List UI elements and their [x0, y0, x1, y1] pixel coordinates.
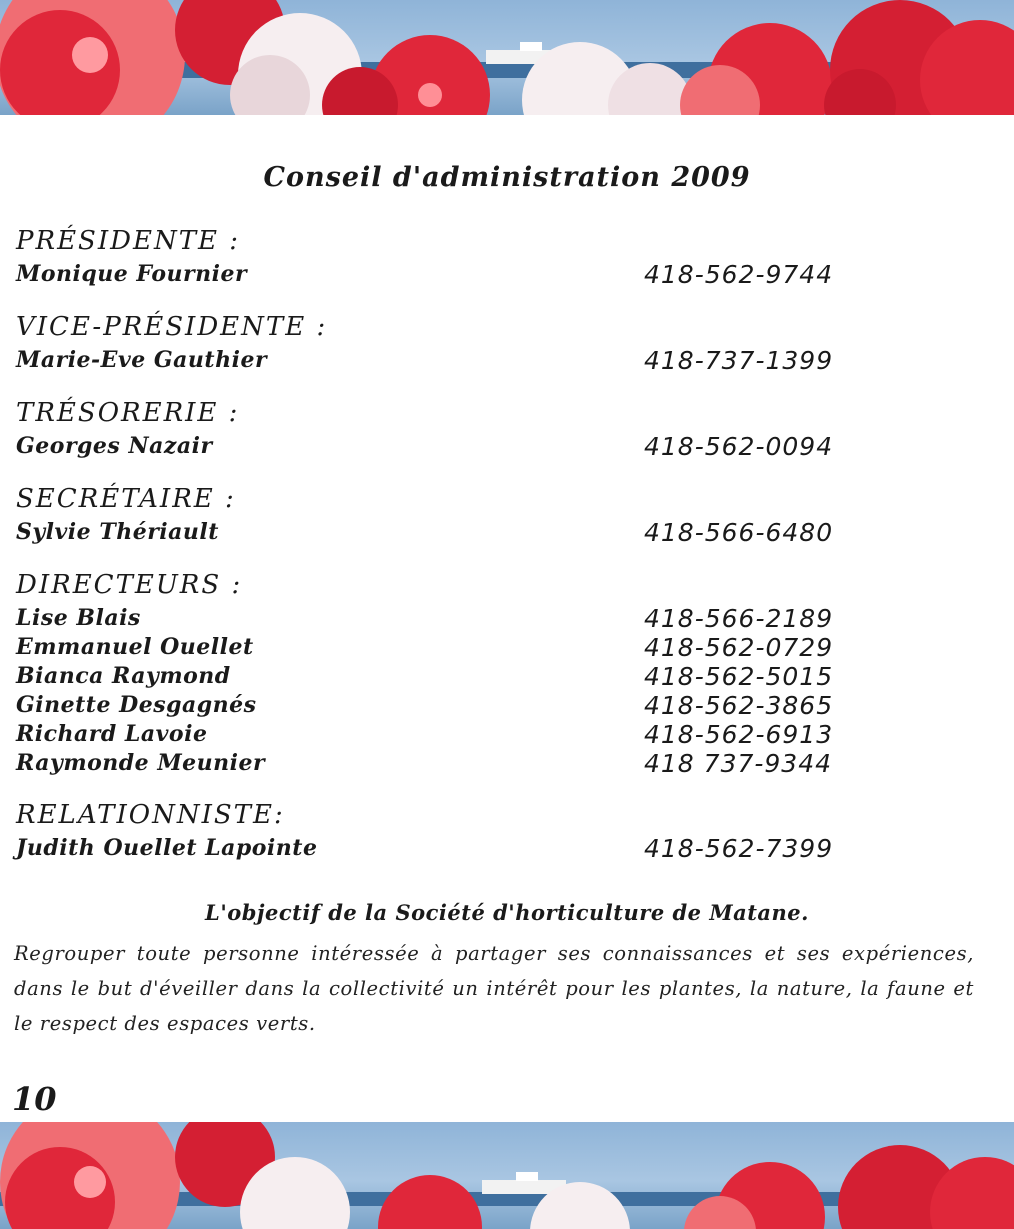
member-name: Emmanuel Ouellet	[16, 634, 254, 660]
member-row	[16, 432, 836, 461]
member-row	[16, 662, 836, 691]
member-phone: 418-566-6480	[644, 518, 834, 547]
member-name: Sylvie Thériault	[16, 519, 219, 545]
member-row	[16, 346, 836, 375]
member-phone: 418-562-7399	[644, 834, 834, 863]
member-name: Monique Fournier	[16, 261, 248, 287]
member-phone: 418-562-0094	[644, 432, 834, 461]
member-row	[16, 691, 836, 720]
member-row	[16, 834, 836, 863]
role-section-vice-presidente	[16, 312, 836, 375]
member-phone: 418-562-5015	[644, 662, 834, 691]
member-phone: 418-562-3865	[644, 691, 834, 720]
member-name: Georges Nazair	[16, 433, 213, 459]
member-name: Raymonde Meunier	[16, 750, 266, 776]
peony-banner-image	[0, 1122, 1014, 1229]
role-label: RELATIONNISTE:	[16, 800, 285, 830]
member-row	[16, 633, 836, 662]
member-phone: 418-562-0729	[644, 633, 834, 662]
role-label: SECRÉTAIRE :	[16, 484, 236, 514]
role-label: VICE-PRÉSIDENTE :	[16, 312, 328, 342]
member-phone: 418 737-9344	[644, 749, 833, 778]
bottom-flower-banner	[0, 1122, 1014, 1229]
member-name: Judith Ouellet Lapointe	[16, 835, 318, 861]
role-section-secretaire	[16, 484, 836, 547]
member-name: Lise Blais	[16, 605, 141, 631]
member-row	[16, 604, 836, 633]
member-row	[16, 720, 836, 749]
member-name: Richard Lavoie	[16, 721, 208, 747]
member-name: Marie-Eve Gauthier	[16, 347, 268, 373]
member-phone: 418-737-1399	[644, 346, 834, 375]
objective-text: Regrouper toute personne intéressée à partager ses connaissances et ses expériences, dans le but d'éveiller dans la collectivité un intérêt pour les plantes, la nature, la faune et le respect des espaces verts.	[14, 942, 974, 1035]
role-section-directeurs	[16, 570, 836, 778]
page-number: 10	[12, 1080, 57, 1118]
top-flower-banner	[0, 0, 1014, 115]
role-section-relationniste	[16, 800, 836, 863]
role-section-tresorerie	[16, 398, 836, 461]
member-name: Bianca Raymond	[16, 663, 231, 689]
member-row	[16, 749, 836, 778]
member-phone: 418-562-6913	[644, 720, 834, 749]
member-row	[16, 260, 836, 289]
role-label: PRÉSIDENTE :	[16, 226, 241, 256]
role-label: DIRECTEURS :	[16, 570, 243, 600]
member-phone: 418-566-2189	[644, 604, 834, 633]
member-name: Ginette Desgagnés	[16, 692, 257, 718]
member-row	[16, 518, 836, 547]
role-section-presidente	[16, 226, 836, 289]
page-title: Conseil d'administration 2009	[263, 162, 751, 193]
role-label: TRÉSORERIE :	[16, 398, 240, 428]
objective-title: L'objectif de la Société d'horticulture de Matane.	[205, 900, 809, 925]
member-phone: 418-562-9744	[644, 260, 834, 289]
peony-banner-image	[0, 0, 1014, 115]
